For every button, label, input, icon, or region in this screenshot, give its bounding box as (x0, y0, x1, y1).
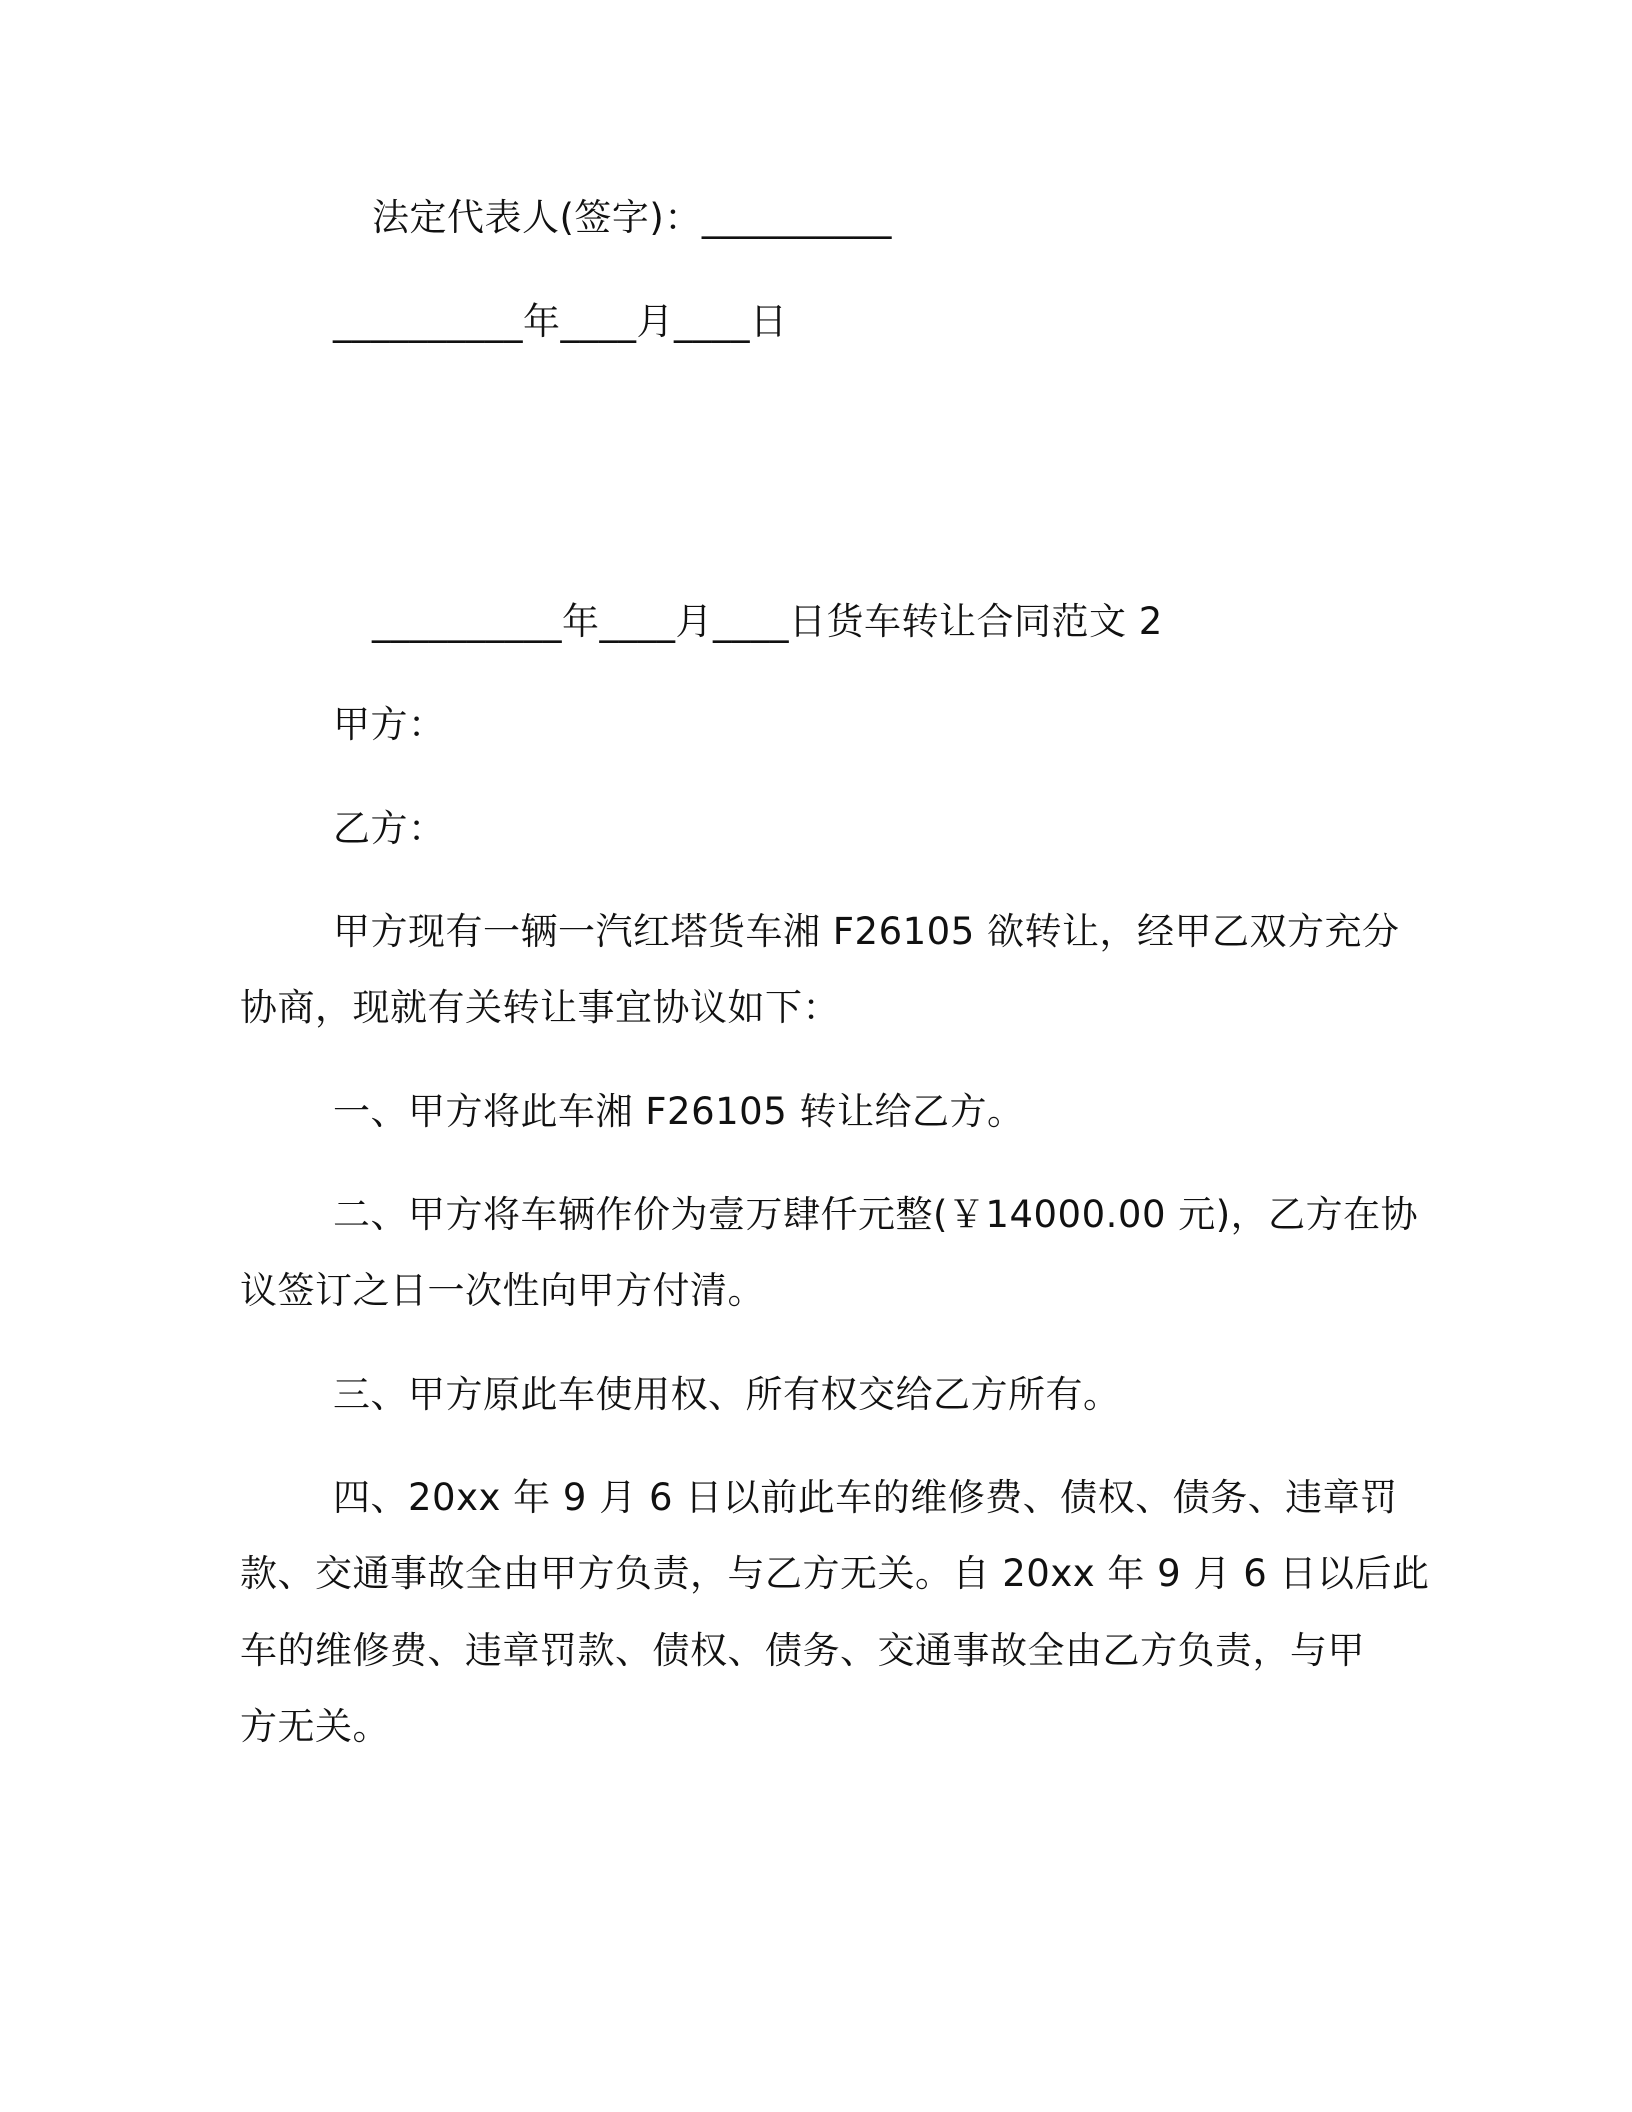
party-b-label: 乙方： (333, 807, 446, 850)
clause-4-line-4: 方无关。 (240, 1705, 390, 1748)
clause-2-line-1: 二、甲方将车辆作价为壹万肆仟元整(￥14000.00 元)，乙方在协 (333, 1193, 1419, 1236)
clause-3: 三、甲方原此车使用权、所有权交给乙方所有。 (333, 1373, 1121, 1416)
clause-2-line-2: 议签订之日一次性向甲方付清。 (240, 1269, 765, 1312)
clause-4-line-2: 款、交通事故全由甲方负责，与乙方无关。自 20xx 年 9 月 6 日以后此 (240, 1552, 1430, 1595)
legal-representative-signature-line: 法定代表人(签字)：__________ (372, 196, 892, 239)
clause-4-line-3: 车的维修费、违章罚款、债权、债务、交通事故全由乙方负责，与甲 (240, 1629, 1365, 1672)
intro-paragraph-line-2: 协商，现就有关转让事宜协议如下： (240, 986, 840, 1029)
clause-1: 一、甲方将此车湘 F26105 转让给乙方。 (333, 1090, 1025, 1133)
intro-paragraph-line-1: 甲方现有一辆一汽红塔货车湘 F26105 欲转让，经甲乙双方充分 (333, 910, 1400, 953)
contract-title: __________年____月____日货车转让合同范文 2 (372, 600, 1163, 643)
signature-date-line: __________年____月____日 (333, 300, 788, 343)
party-a-label: 甲方： (333, 703, 446, 746)
clause-4-line-1: 四、20xx 年 9 月 6 日以前此车的维修费、债权、债务、违章罚 (333, 1476, 1398, 1519)
